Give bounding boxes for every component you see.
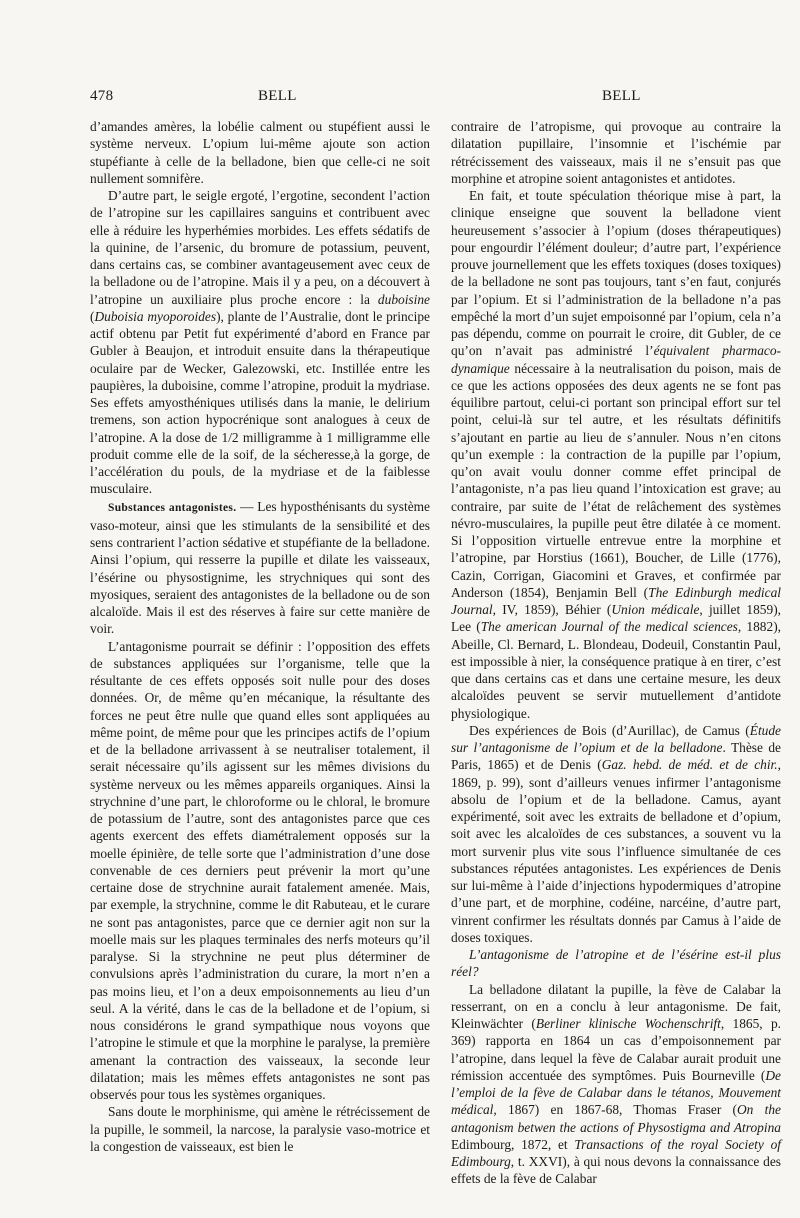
paragraph <box>451 722 781 946</box>
text-run: , 1869, p. 99), sont d’ailleurs venues infirmer l’antagonisme absolu de l’opium et de la belladone. Camus, ayant expérimenté, soit avec les extraits de belladone et d’opium, soit avec les alcaloïdes de ces substances, a souvent vu la mort survenir plus vite sous l’influence simultanée de ces substances réputées antagonistes. Les expériences de Denis sur lui-même à l’aide d’injections hypodermiques d’atropine d’une part, et de morphine, codéine, narcéine, d’autre part, vinrent confirmer les résultats donnés par Camus à l’aide de doses toxiques. <box>451 757 781 945</box>
text-run: , juillet 1859), Lee ( <box>451 602 781 635</box>
text-run: , 1865, p. 369) rapporta en 1864 un cas d’empoisonnement par l’atropine, dans lequel la fève de Calabar aurait produit une rémission accentuée des symptômes. Puis Bourneville ( <box>451 1016 781 1083</box>
text-run: D’autre part, le seigle ergoté, l’ergotine, secondent l’action de l’atropine sur les capillaires sanguins et contribuent avec elle à réduire les hyperhémies morbides. Les effets sédatifs de la quinine, de l’arsenic, du bromure de potassium, peuvent, dans certains cas, se combiner avantageusement avec ceux de la belladone ou de l’atropine. Mais il y a peu, on a découvert à l’atropine un auxiliaire plus proche encore : la <box>90 188 430 307</box>
italic-term: équivalent pharmaco-dynamique <box>451 343 781 376</box>
text-run: , 1882), Abeille, Cl. Bernard, L. Blondeau, Dodeuil, Constantin Paul, est impossible à nier, la conséquence pratique à en tirer, c’est que dans certains cas et dans une certaine mesure, les deux alcaloïdes peuvent se servir mutuellement d’antidote physiologique. <box>451 619 782 721</box>
paragraph: L’antagonisme pourrait se définir : l’opposition des effets de substances appliquées sur l’organisme, telle que la résultante de ces effets opposés soit nulle pour des doses données. Or, de même qu’en mécanique, la résultante des forces ne peut être nulle que quand elles sont appliquées au même point, de même pour que les principes actifs de l’opium et de la belladone arrivassent à se neutraliser totalement, il serait nécessaire qu’ils agissent sur les mêmes divisions du système nerveux ou les mêmes appareils organiques. Ainsi la strychnine d’une part, le chloroforme ou le chloral, le bromure de potassium de l’autre, sont des antagonistes parce que ces agents exercent des effets diamétralement opposés sur la moelle épinière, de telle sorte que l’administration d’une dose convenable de ces derniers peut prévenir la mort qu’une certaine dose de strychnine aurait fatalement amenée. Mais, par exemple, la strychnine, comme le dit Rabuteau, et le curare ne sont pas antagonistes, parce que ce dernier agit non sur la moelle mais sur les plaques terminales des nerfs moteurs qu’il paralyse. Si la strychnine ne peut plus déterminer de convulsions après l’administration du curare, la mort n’en a pas moins lieu, et l’on a deux empoisonnements au lieu d’un seul. A la vérité, dans le cas de la belladone et de l’opium, si nous considérons le grand sympathique nous voyons que l’atropine le stimule et que la morphine le paralyse, la première amenant la contraction des vaisseaux, la seconde leur dilatation; mais les mêmes effets antagonistes ne sont pas observés pour tous les systèmes organiques. <box>90 638 430 1102</box>
text-run: — Les hyposthénisants du système vaso-moteur, ainsi que les stimulants de la sensibilité et des sens contrarient l’action sédative et stupéfiante de la belladone. Ainsi l’opium, qui resserre la pupille et dilate les vaisseaux, l’ésérine ou physostignime, les strychniques qui sont des myosiques, seraient des antagonistes de la belladone ou de son alcaloïde. Mais il est des réserves à faire sur cette manière de voir. <box>90 498 430 637</box>
text-run: . Thèse de Paris, 1865) et de Denis ( <box>451 740 781 773</box>
text-run: Edimbourg, 1872, et <box>451 1136 575 1152</box>
journal-title: The Edinburgh medical Journal <box>451 584 781 617</box>
paragraph <box>451 946 781 981</box>
journal-title: Transactions of the royal Society of Edimbourg <box>451 1136 781 1169</box>
text-run: Des expériences de Bois (d’Aurillac), de Camus ( <box>469 722 750 738</box>
paragraph <box>451 187 781 722</box>
section-heading: Substances antagonistes. <box>108 501 237 514</box>
right-running-title: BELL <box>602 88 641 104</box>
journal-title: The american Journal of the medical sciences <box>480 619 738 635</box>
paragraph <box>90 498 430 638</box>
text-run: La belladone dilatant la pupille, la fève de Calabar la resserrant, on en a conclu à leur antagonisme. De fait, Kleinwächter ( <box>451 981 781 1031</box>
journal-title: Berliner klinische Wochenschrift <box>535 1016 721 1031</box>
paragraph: Sans doute le morphinisme, qui amène le rétrécissement de la pupille, le sommeil, la narcose, la paralysie vaso-motrice et la congestion de vaisseaux, est bien le <box>90 1104 430 1154</box>
right-column <box>451 118 781 1188</box>
text-run: En fait, et toute spéculation théorique mise à part, la clinique enseigne que souvent la belladone vient heureusement s’associer à l’opium (doses thérapeutiques) pour engourdir l’élément douleur; d’autre part, l’expérience prouve journellement que les effets toxiques (doses toxiques) de la belladone ne sont pas toujours, tant s’en faut, conjurés par l’opium. Et si l’administration de la belladone n’a pas empêché la mort d’un sujet empoisonné par l’opium, cela n’a pas dépendu, comme on pourrait le croire, dit Gubler, de ce qu’on n’avait pas administré l’ <box>451 188 781 359</box>
work-title: De l’emploi de la fève de Calabar dans le tétanos, Mouvement médical <box>451 1067 781 1118</box>
text-run: nécessaire à la neutralisation du poison, mais de ce que les actions opposées des deux agents ne se font pas équilibre partout, celui-ci portant son principal effort sur tel point, celui-là sur tel autre, et les résultats définitifs s’ajoutant en partie au lieu de s’annuler. Nous n’en citons qu’un exemple : la contraction de la pupille par l’opium, qu’on avait voulu donner comme effet principal de l’antagoniste, n’a pas lieu quand l’intoxication est grave; au contraire, par suite de l’état de relâchement des systèmes névro-musculaires, la pupille peut être dilatée à ce moment. Si l’opposition virtuelle entrevue entre la morphine et l’atropine, par Horstius (1661), Boucher, de Lille (1776), Cazin, Corrigan, Giacomini et Graves, et confirmée par Anderson (1854), Benjamin Bell ( <box>451 360 781 600</box>
text-run: , t. XXVI), à qui nous devons la connaissance des effets de la fève de Calabar <box>451 1154 781 1187</box>
text-run: , IV, 1859), Béhier ( <box>492 602 612 617</box>
text-run: ), plante de l’Australie, dont le principe actif obtenu par Petit fut expérimenté d’abord en France par Gubler à Beaujon, et introduit ensuite dans la thérapeutique oculaire par de Wecker, Galezowski, etc. Instillée entre les paupières, la duboisine, comme l’atropine, produit la mydriase. Ses effets amyosthéniques utilisés dans la manie, le delirium tremens, son action hypocrénique sont analogues à ceux de l’atropine. A la dose de 1/2 milligramme à 1 milligramme elle produit comme elle de la soif, de la sécheresse,à la gorge, de l’accélération du pouls, de la mydriase et de la faiblesse musculaire. <box>90 308 430 497</box>
paragraph <box>451 981 781 1188</box>
left-column <box>90 118 430 1155</box>
section-heading: L’antagonisme de l’atropine et de l’ésérine est-il plus réel? <box>451 947 781 980</box>
text-run: , 1867) en 1867-68, Thomas Fraser ( <box>493 1102 737 1118</box>
running-header <box>90 88 750 110</box>
paragraph: d’amandes amères, la lobélie calment ou stupéfient aussi le système nerveux. L’opium lui-même ajoute son action stupéfiante à celle de la belladone, bien que celle-ci ne soit nullement somnifère. <box>90 119 430 186</box>
journal-title: Union médicale <box>611 602 700 617</box>
italic-term: duboisine <box>377 291 430 307</box>
journal-title: Gaz. hebd. de méd. et de chir. <box>601 757 778 773</box>
left-running-title: BELL <box>258 88 297 104</box>
work-title: Étude sur l’antagonisme de l’opium et de la belladone <box>451 722 781 755</box>
paragraph <box>90 187 430 498</box>
paragraph: contraire de l’atropisme, qui provoque au contraire la dilatation pupillaire, l’insomnie et l’ischémie par rétrécissement des vaisseaux, mais il ne s’ensuit pas que morphine et atropine soient antagonistes et antidotes. <box>451 119 781 186</box>
text-run: ( <box>90 308 95 324</box>
italic-term: Duboisia myoporoides <box>94 308 217 324</box>
work-title: On the antagonism betwen the actions of Physostigma and Atropina <box>451 1102 781 1135</box>
page-number: 478 <box>90 88 114 104</box>
